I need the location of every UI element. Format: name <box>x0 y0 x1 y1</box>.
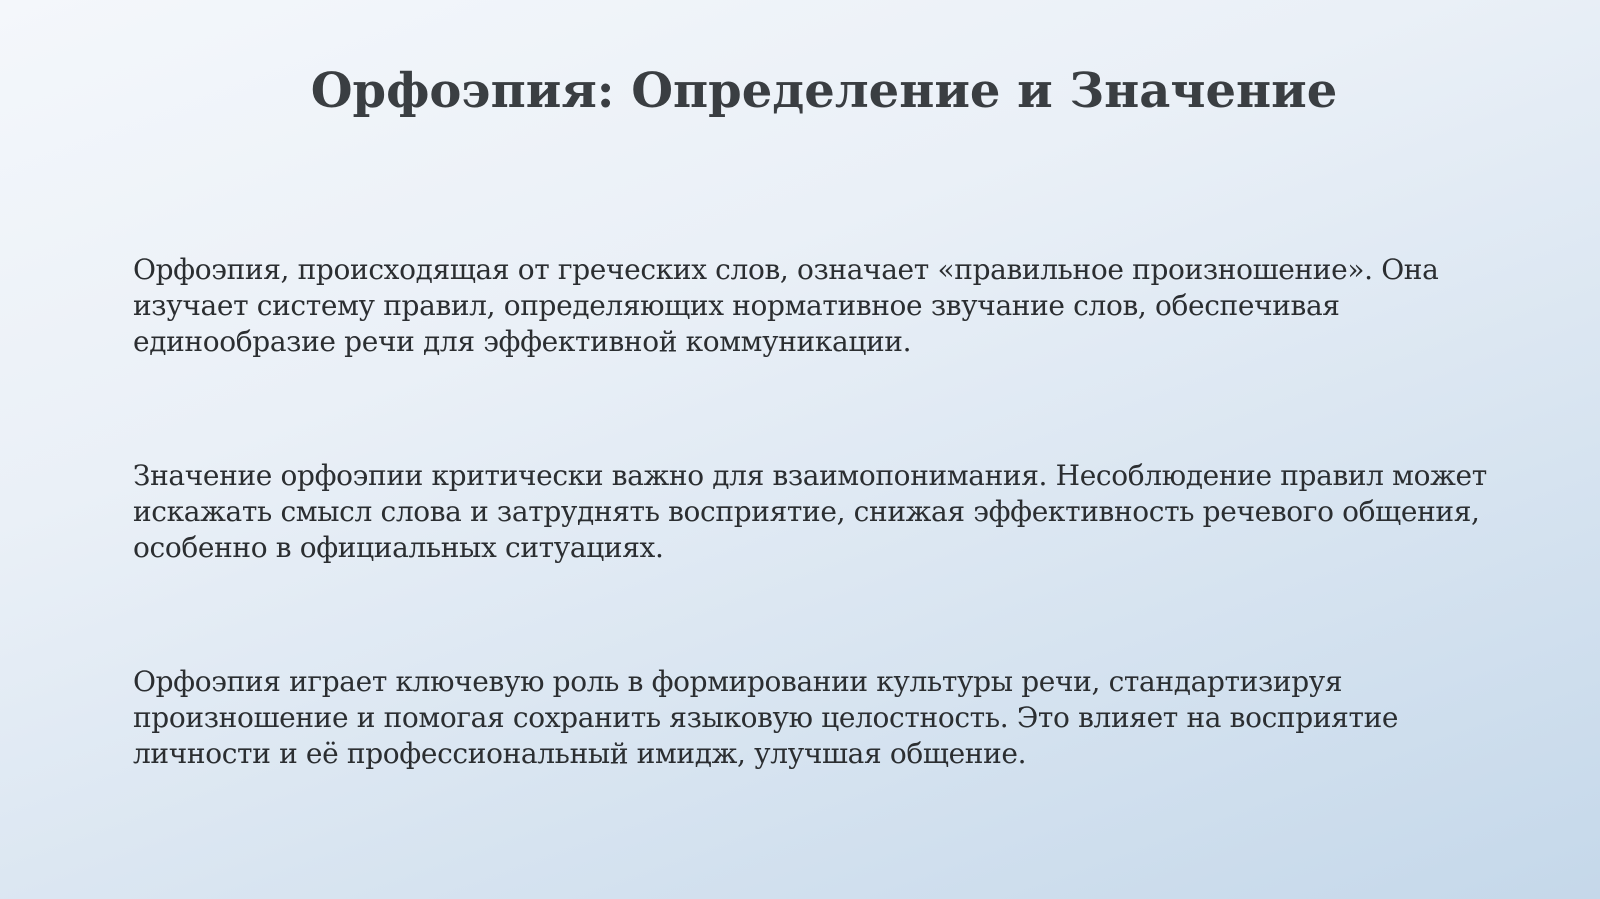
paragraph-role: Орфоэпия играет ключевую роль в формировании культуры речи, стандартизируя произношение и помогая сохранить языковую целостность. Это влияет на восприятие личности и её профессиональный имидж, улучшая общение. <box>133 665 1399 770</box>
paragraph-definition: Орфоэпия, происходящая от греческих слов, означает «правильное произношение». Она изучает систему правил, определяющих нормативное звучание слов, обеспечивая единообразие речи для эффективной коммуникации. <box>133 253 1439 358</box>
paragraph-importance: Значение орфоэпии критически важно для взаимопонимания. Несоблюдение правил может искажать смысл слова и затруднять восприятие, снижая эффективность речевого общения, особенно в официальных ситуациях. <box>133 459 1487 564</box>
slide-title: Орфоэпия: Определение и Значение <box>310 63 1338 119</box>
